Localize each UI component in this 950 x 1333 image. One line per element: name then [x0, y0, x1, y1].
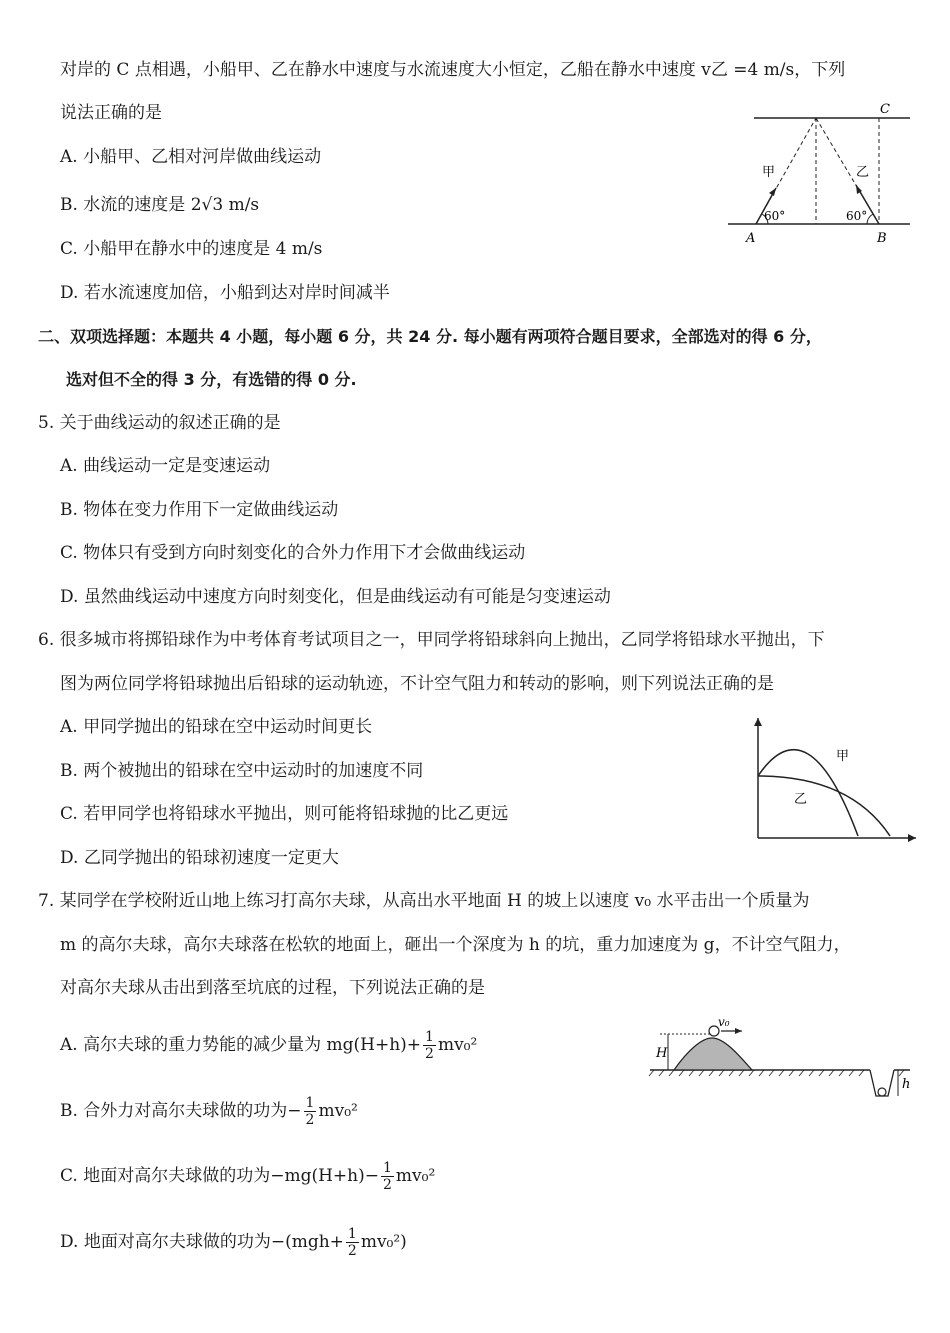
q7-stem-line2: m 的高尔夫球，高尔夫球落在松软的地面上，砸出一个深度为 h 的坑，重力加速度为 g，不计空气阻力， [60, 935, 851, 955]
label-yi: 乙 [794, 792, 808, 807]
q7-option-c: C. 地面对高尔夫球做的功为−mg(H+h)− $\frac{1}{2}$ mv₀² [60, 1160, 436, 1193]
label-h: h [902, 1077, 911, 1092]
v0-arrowhead [735, 1028, 742, 1034]
fraction-half: $\frac{1}{2}$ [347, 1226, 357, 1259]
section2-header-line1: 二、双项选择题：本题共 4 小题，每小题 6 分，共 24 分. 每小题有两项符合题目要求，全部选对的得 6 分， [38, 327, 822, 346]
q6-option-c: C. 若甲同学也将铅球水平抛出，则可能将铅球抛的比乙更远 [60, 804, 509, 824]
q4-river-figure [720, 96, 920, 251]
q7-option-a: A. 高尔夫球的重力势能的减少量为 mg(H+h)+ $\frac{1}{2}$ mv₀² [60, 1029, 478, 1062]
label-H: H [656, 1046, 668, 1061]
label-jia: 甲 [836, 749, 850, 764]
q7-option-b: B. 合外力对高尔夫球做的功为− $\frac{1}{2}$ mv₀² [60, 1095, 358, 1128]
fraction-half: $\frac{1}{2}$ [305, 1095, 315, 1128]
q4-option-b: B. 水流的速度是 2√3 m/s [60, 195, 260, 215]
fraction-half: $\frac{1}{2}$ [425, 1029, 434, 1062]
label-yi: 乙 [856, 165, 870, 180]
q4-stem-line2: 说法正确的是 [60, 103, 162, 123]
label-v0: v₀ [718, 1015, 730, 1029]
label-b: B [877, 231, 887, 246]
q6-trajectory-figure [740, 712, 920, 844]
q6-stem-line1: 6. 很多城市将掷铅球作为中考体育考试项目之一，甲同学将铅球斜向上抛出，乙同学将铅球水平抛出，下 [38, 630, 825, 650]
ground-hatching [649, 1070, 904, 1076]
hill-shape [674, 1038, 752, 1070]
fraction-half: $\frac{1}{2}$ [382, 1160, 392, 1193]
q6-option-a: A. 甲同学抛出的铅球在空中运动时间更长 [60, 717, 373, 737]
q4-option-a: A. 小船甲、乙相对河岸做曲线运动 [60, 147, 322, 167]
yi-trajectory [758, 776, 890, 836]
q7-stem-line1: 7. 某同学在学校附近山地上练习打高尔夫球，从高出水平地面 H 的坡上以速度 v₀ 水平击出一个质量为 [38, 891, 810, 911]
x-axis-arrow [908, 834, 916, 842]
q4-option-c: C. 小船甲在静水中的速度是 4 m/s [60, 239, 323, 259]
angle-arc-b [867, 214, 873, 224]
q6-option-d: D. 乙同学抛出的铅球初速度一定更大 [60, 848, 339, 868]
q6-option-b: B. 两个被抛出的铅球在空中运动时的加速度不同 [60, 761, 424, 781]
q7-golf-figure [648, 1016, 918, 1106]
golf-ball-in-pit [878, 1088, 886, 1096]
label-angle-b: 60° [846, 209, 868, 223]
label-a: A [746, 231, 756, 246]
label-c: C [880, 102, 890, 117]
jia-arrowhead [769, 188, 776, 196]
q4-option-d: D. 若水流速度加倍，小船到达对岸时间减半 [60, 283, 390, 303]
q5-option-a: A. 曲线运动一定是变速运动 [60, 456, 271, 476]
q7-option-d: D. 地面对高尔夫球做的功为−(mgh+ $\frac{1}{2}$ mv₀²) [60, 1226, 407, 1259]
y-axis-arrow [754, 718, 762, 726]
label-angle-a: 60° [764, 209, 786, 223]
q5-stem: 5. 关于曲线运动的叙述正确的是 [38, 413, 281, 433]
q6-stem-line2: 图为两位同学将铅球抛出后铅球的运动轨迹，不计空气阻力和转动的影响，则下列说法正确的是 [60, 674, 774, 694]
q5-option-c: C. 物体只有受到方向时刻变化的合外力作用下才会做曲线运动 [60, 543, 526, 563]
q5-option-b: B. 物体在变力作用下一定做曲线运动 [60, 500, 339, 520]
section2-header-line2: 选对但不全的得 3 分，有选错的得 0 分. [66, 370, 357, 389]
q7-stem-line3: 对高尔夫球从击出到落至坑底的过程，下列说法正确的是 [60, 978, 485, 998]
q5-option-d: D. 虽然曲线运动中速度方向时刻变化，但是曲线运动有可能是匀变速运动 [60, 587, 611, 607]
label-jia: 甲 [762, 165, 776, 180]
q4-stem-line1: 对岸的 C 点相遇，小船甲、乙在静水中速度与水流速度大小恒定，乙船在静水中速度 v乙 =4 m/s，下列 [60, 60, 846, 80]
